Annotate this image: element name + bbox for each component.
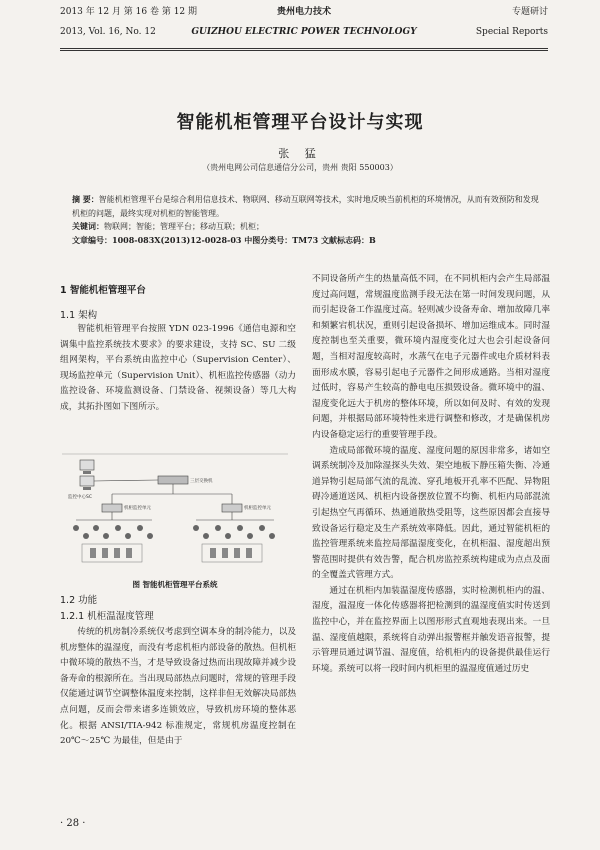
paragraph-sensors: 通过在机柜内加装温湿度传感器，实时检测机柜内的温、湿度，温湿度一体化传感器将把检测到的温湿度值实时传送到监控中心，并在监控界面上以图形形式直观地表现出来。一旦温、湿度值越限，系统将自动弹出报警框并触发语音报警，提示管理员通过调节温、湿度值，给机柜内的设备提供最佳运行环境。系统可以将一段时间内机柜里的温湿度值通过历史 [312, 585, 550, 674]
monitor-center-icon [80, 460, 94, 490]
switch-icon [158, 476, 188, 484]
body-paragraph [60, 625, 296, 750]
header-rule-thin [60, 50, 548, 51]
keywords-label: 关键词： [72, 221, 104, 231]
abstract-text: 智能机柜管理平台是综合利用信息技术、物联网、移动互联网等技术，实时地反映当前机柜的环境情况，从而有效预防和发现机柜的问题，最终实现对机柜的智能管理。 [72, 195, 539, 218]
subsubsection-heading: 1.2.1 机柜温湿度管理 [60, 611, 154, 622]
section-label-cn: 专题研讨 [511, 7, 548, 17]
journal-issue-en: 2013, Vol. 16, No. 12 [60, 27, 156, 37]
journal-issue-cn: 2013 年 12 月 第 16 卷 第 12 期 [60, 7, 198, 17]
subsection-heading: 1.2 功能 [60, 595, 98, 606]
topology-figure [62, 448, 288, 573]
switch-label: 三层交换机 [190, 479, 213, 484]
abstract-label: 摘 要： [72, 194, 99, 204]
header-rule [60, 48, 548, 49]
paragraph-temperature: 传统的机房制冷系统仅考虑到空调本身的制冷能力，以及机房整体的温湿度，而没有考虑机柜内部设备的散热。但机柜中微环境的散热不当，才是导致设备过热而出现故障并减少设备寿命的根源所在。当出现局部热点问题时，常规的管理手段仅能通过调节空调整体温度来控制，这样非但无效解决局部热点问题，反而会带来诸多连锁效应，导致机房环境的整体恶化。根据 ANSI/TIA-942 标准规定，常规机房温度控制在 20℃～25℃ 为最佳，但是由于 [60, 627, 296, 747]
abstract-block [72, 193, 540, 247]
abstract [72, 193, 540, 220]
subsection-heading: 1.1 架构 [60, 310, 98, 321]
left-monitor-unit-icon [73, 504, 153, 562]
paragraph-architecture: 智能机柜管理平台按照 YDN 023-1996《通信电源和空调集中监控系统技术要求》的要求建设，支持 SC、SU 二级组网架构，平台系统由监控中心（Supervision Center）、现场监控单元（Supervision Unit）、机柜监控传感器（动力监控设备、环境监测设备、门禁设备、视频设备）等几大构成，其拓扑图如下图所示。 [60, 324, 296, 412]
running-header [60, 6, 548, 56]
paper-title: 智能机柜管理平台设计与实现 [176, 112, 424, 133]
right-monitor-unit-icon [193, 504, 275, 562]
monitor-center-label: 监控中心SC [68, 495, 92, 500]
keywords-text: 物联网；智能；管理平台；移动互联；机柜； [104, 222, 264, 231]
author-affiliation: （贵州电网公司信息通信分公司，贵州 贵阳 550003） [202, 163, 398, 172]
left-unit-label: 机柜监控单元 [124, 506, 151, 511]
right-column [312, 272, 550, 677]
section-heading: 1 智能机柜管理平台 [60, 285, 146, 296]
paragraph-continued: 不同设备所产生的热量高低不同，在不同机柜内会产生局部温度过高问题，常规温度监测手段无法在第一时间发现问题，从而引起设备工作温度过高。轻则减少设备寿命、增加故障几率和频繁宕机状况，重则引起设备损坏、增加运维成本。同时湿度控制也至关重要，微环境内湿度变化过大也会引起设备问题，当相对湿度较高时，水蒸气在电子元器件或电介质材料表面形成水膜，容易引起电子元器件之间形成通路。当相对湿度过低时，容易产生较高的静电电压损毁设备。微环境中的温、湿度变化远大于机房的整体环境，所以如何及时、有效的发现问题，并根据局部环境特性来进行调整和修改，才是确保机房内设备稳定运行的重要管理手段。 [312, 274, 550, 440]
right-unit-label: 机柜监控单元 [244, 506, 271, 511]
keywords [72, 220, 540, 234]
paragraph-causes: 造成局部微环境的温度、湿度问题的原因非常多，诸如空调系统制冷及加除湿探头失效、架空地板下静压箱失衡、冷通道异物引起局部气流的乱流、穿孔地板开孔率不匹配、异物阻碍冷通道送风、机柜内设备摆放位置不均衡、机柜内局部混流引起热空气再循环、热通道散热受阻等，这些原因都会直接导致设备运行稳定及生产系统效率降低。因此，通过智能机柜的监控管理系统来监控局部温湿度变化，在机柜温、湿度超出预警范围时提供有效告警，配合机房监控系统构建成为点点及面的全覆盖式管理方式。 [312, 445, 550, 581]
author-name: 张 猛 [278, 147, 322, 160]
article-meta: 文章编号：1008-083X(2013)12-0028-03 中图分类号：TM73 文献标志码：B [72, 234, 376, 245]
journal-name-en: GUIZHOU ELECTRIC POWER TECHNOLOGY [191, 27, 417, 37]
figure-caption: 图 智能机柜管理平台系统 [132, 580, 218, 589]
section-label-en: Special Reports [475, 27, 548, 37]
body-paragraph [60, 322, 296, 416]
journal-name-cn: 贵州电力技术 [276, 7, 331, 17]
page-number: · 28 · [60, 818, 86, 829]
